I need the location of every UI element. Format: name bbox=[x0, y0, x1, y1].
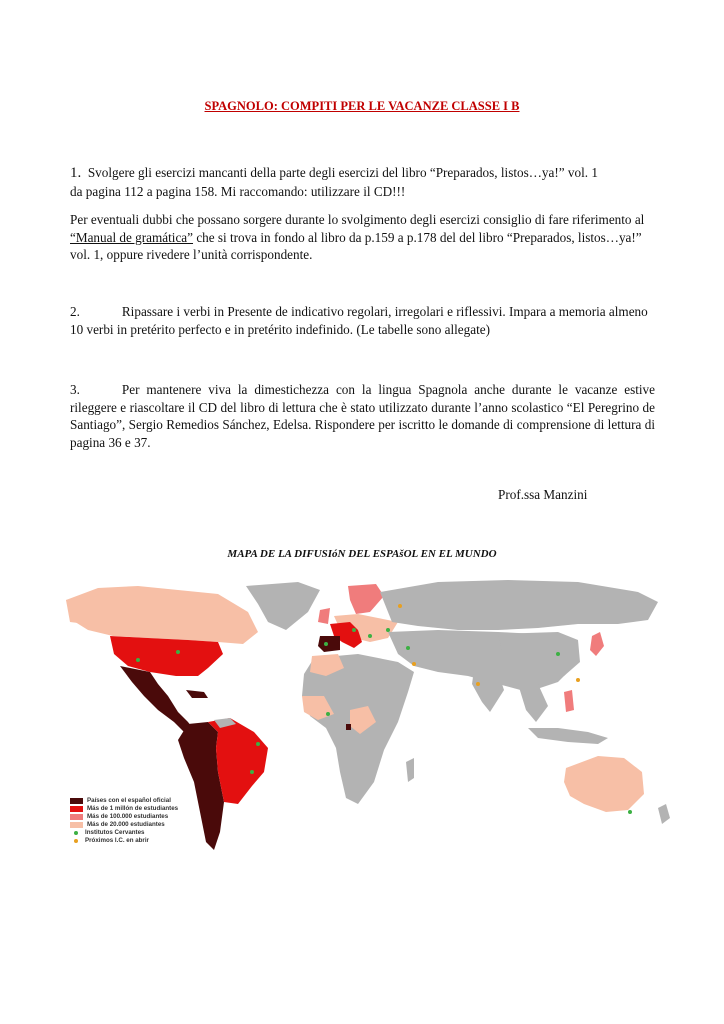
item-1 bbox=[70, 164, 660, 200]
legend-label: Países con el español oficial bbox=[87, 797, 171, 804]
grammar-manual-reference: “Manual de gramática” bbox=[70, 229, 194, 245]
legend-label: Más de 1 millón de estudiantes bbox=[87, 805, 179, 812]
item-2 bbox=[70, 303, 660, 338]
map-title: MAPA DE LA DIFUSIóN DEL ESPAšOL EN EL MUNDO bbox=[227, 548, 497, 560]
legend-label: Próximos I.C. en abrir bbox=[85, 837, 149, 844]
japan bbox=[590, 632, 604, 656]
item-1-line1: Svolgere gli esercizi mancanti della parte degli esercizi del libro “Preparados, listos…ya!” vol. 1 bbox=[87, 165, 598, 180]
item-1-number: 1. bbox=[70, 165, 82, 181]
map-legend bbox=[70, 797, 178, 845]
uk bbox=[318, 608, 330, 624]
russia bbox=[380, 580, 658, 630]
legend-item bbox=[70, 813, 178, 821]
new-zealand bbox=[658, 804, 670, 824]
scandinavia bbox=[348, 584, 384, 614]
item-2-text: Ripassare i verbi in Presente de indicativo regolari, irregolari e riflessivi. Impara a memoria almeno 10 verbi in pretérito perfecto e in pretérito indefinido. (Le tabelle sono allegate) bbox=[70, 304, 648, 337]
legend-item bbox=[70, 797, 178, 805]
item-1-note-part2: che si trova in fondo al libro da p.159 a p.178 del del libro “Preparados, listos…ya!” vol. 1, oppure rivedere l’unità corrispondente. bbox=[70, 229, 642, 262]
legend-label: Institutos Cervantes bbox=[85, 829, 145, 836]
signature: Prof.ssa Manzini bbox=[498, 487, 588, 502]
legend-item bbox=[70, 805, 178, 813]
philippines bbox=[564, 690, 574, 712]
caribbean bbox=[186, 690, 208, 698]
legend-label: Más de 100.000 estudiantes bbox=[87, 813, 169, 820]
madagascar bbox=[406, 758, 414, 782]
legend-label: Más de 20.000 estudiantes bbox=[87, 821, 165, 828]
greenland bbox=[246, 582, 320, 630]
item-1-note bbox=[70, 211, 660, 264]
legend-swatch bbox=[70, 798, 83, 804]
item-3 bbox=[70, 381, 655, 451]
legend-item bbox=[70, 829, 178, 837]
legend-swatch bbox=[70, 806, 83, 812]
legend-item bbox=[70, 821, 178, 829]
legend-swatch bbox=[70, 814, 83, 820]
legend-dot-icon bbox=[74, 839, 78, 843]
item-1-line2: da pagina 112 a pagina 158. Mi raccomando: utilizzare il CD!!! bbox=[70, 183, 406, 199]
item-3-text: Per mantenere viva la dimestichezza con la lingua Spagnola anche durante le vacanze estive rileggere e riascoltare il CD del libro di lettura che è stato utilizzato durante l’anno scolastico “El Peregrino de Santiago”, Sergio Remedios Sánchez, Edelsa. Rispondere per iscritto le domande di comprensione di lettura di pagina 36 e 37. bbox=[70, 382, 655, 450]
australia bbox=[564, 756, 644, 812]
equatorial-guinea bbox=[346, 724, 351, 730]
southeast-asia bbox=[518, 684, 548, 722]
legend-dot-icon bbox=[74, 831, 78, 835]
spain bbox=[318, 636, 340, 652]
india bbox=[472, 670, 504, 712]
page-title: SPAGNOLO: COMPITI PER LE VACANZE CLASSE I B bbox=[204, 99, 520, 113]
mexico-central-america bbox=[120, 666, 194, 734]
item-1-note-part1: Per eventuali dubbi che possano sorgere durante lo svolgimento degli esercizi consiglio di fare riferimento al bbox=[70, 212, 645, 227]
indonesia bbox=[528, 728, 608, 744]
item-2-number: 2. bbox=[70, 304, 80, 319]
legend-swatch bbox=[70, 822, 83, 828]
item-3-number: 3. bbox=[70, 382, 80, 397]
legend-item bbox=[70, 837, 178, 845]
